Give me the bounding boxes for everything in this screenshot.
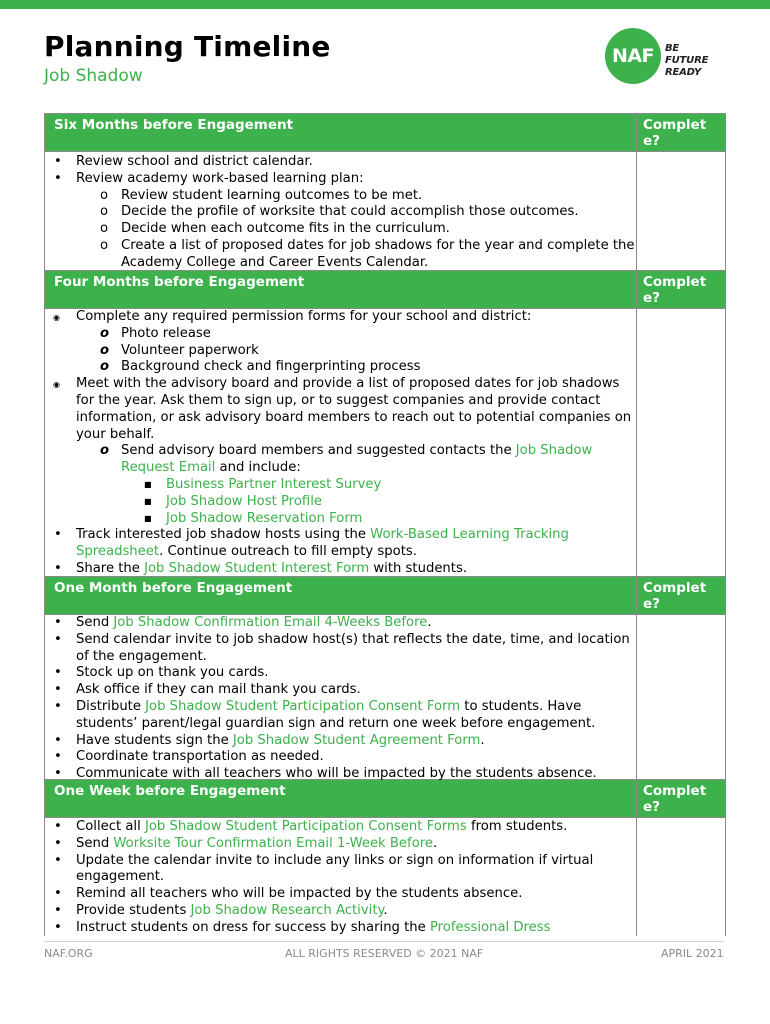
list-item: o Send advisory board members and suggested contacts the Job Shadow Request Email and include: — [45, 443, 636, 477]
list-item: • Review academy work-based learning plan: — [45, 171, 636, 188]
list-item: • Communicate with all teachers who will be impacted by the students absence. — [45, 766, 636, 783]
student-agreement-form-link[interactable]: Job Shadow Student Agreement Form — [232, 732, 481, 748]
list-item: • Send Worksite Tour Confirmation Email 1-Week Before. — [45, 836, 636, 853]
section-header — [45, 271, 725, 309]
footer-divider — [44, 941, 724, 942]
section-body — [45, 152, 725, 271]
top-accent-bar — [0, 0, 770, 9]
naf-logo — [605, 27, 725, 85]
professional-dress-link[interactable]: Professional Dress — [429, 919, 551, 935]
list-item: o Create a list of proposed dates for job shadows for the year and complete the Academy College and Career Events Calendar. — [45, 238, 636, 272]
tracking-spreadsheet-link[interactable]: Work-Based Learning Tracking Spreadsheet — [76, 527, 569, 560]
list-item: • Review school and district calendar. — [45, 154, 636, 171]
list-item: • Stock up on thank you cards. — [45, 665, 636, 682]
section-header — [45, 780, 725, 818]
list-item: ◉ Complete any required permission forms for your school and district: — [45, 309, 636, 326]
section-heading: One Week before Engagement — [45, 780, 637, 817]
confirmation-email-4-weeks-link[interactable]: Job Shadow Confirmation Email 4-Weeks Before — [113, 615, 428, 630]
list-item: • Instruct students on dress for success by sharing the Professional Dress — [45, 920, 636, 937]
list-item: o Review student learning outcomes to be met. — [45, 188, 636, 205]
section-header — [45, 114, 725, 152]
list-item: • Coordinate transportation as needed. — [45, 749, 636, 766]
complete-column-header: Complete? — [643, 783, 707, 815]
section-heading: Four Months before Engagement — [45, 271, 637, 308]
complete-column-header: Complete? — [643, 580, 707, 612]
job-shadow-host-profile-link[interactable]: Job Shadow Host Profile — [166, 493, 322, 509]
footer-site: NAF.ORG — [44, 947, 93, 960]
list-item: • Send Job Shadow Confirmation Email 4-Weeks Before. — [45, 615, 636, 632]
list-item: • Provide students Job Shadow Research Activity. — [45, 903, 636, 920]
page-subtitle: Job Shadow — [44, 66, 143, 86]
list-item: o Decide when each outcome fits in the curriculum. — [45, 221, 636, 238]
job-shadow-request-email-link[interactable]: Job Shadow Request Email — [121, 443, 593, 476]
list-item — [45, 477, 636, 494]
section-body — [45, 309, 725, 577]
list-item: • Share the Job Shadow Student Interest Form with students. — [45, 561, 636, 578]
list-item — [45, 511, 636, 528]
complete-cell[interactable] — [637, 309, 725, 576]
list-item: • Send calendar invite to job shadow host(s) that reflects the date, time, and location of the engagement. — [45, 632, 636, 666]
student-interest-form-link[interactable]: Job Shadow Student Interest Form — [144, 560, 370, 576]
section-header — [45, 577, 725, 615]
participation-consent-forms-link[interactable]: Job Shadow Student Participation Consent Forms — [144, 819, 467, 834]
complete-cell[interactable] — [637, 615, 725, 779]
list-item: o Volunteer paperwork — [45, 343, 636, 360]
footer-date: APRIL 2021 — [661, 947, 724, 960]
section-heading: One Month before Engagement — [45, 577, 637, 614]
section-body — [45, 615, 725, 780]
research-activity-link[interactable]: Job Shadow Research Activity — [190, 902, 384, 918]
list-item — [45, 494, 636, 511]
naf-logo-tagline: BE FUTURE READY — [665, 43, 709, 78]
naf-logo-mark: NAF — [605, 28, 661, 84]
business-partner-interest-survey-link[interactable]: Business Partner Interest Survey — [166, 476, 382, 492]
list-item: • Track interested job shadow hosts using the Work-Based Learning Tracking Spreadsheet. Continue outreach to fill empty spots. — [45, 527, 636, 561]
participation-consent-form-link[interactable]: Job Shadow Student Participation Consent Form — [145, 698, 461, 714]
list-item: • Ask office if they can mail thank you cards. — [45, 682, 636, 699]
list-item: • Update the calendar invite to include any links or sign on information if virtual engagement. — [45, 853, 636, 887]
list-item: o Decide the profile of worksite that could accomplish those outcomes. — [45, 204, 636, 221]
section-heading: Six Months before Engagement — [45, 114, 637, 151]
list-item: o Background check and fingerprinting process — [45, 359, 636, 376]
list-item: • Have students sign the Job Shadow Student Agreement Form. — [45, 733, 636, 750]
timeline-table — [44, 113, 726, 936]
complete-cell[interactable] — [637, 152, 725, 270]
list-item: ◉ Meet with the advisory board and provide a list of proposed dates for job shadows for the year. Ask them to sign up, or to suggest companies and provide contact information, or ask advisory board members to reach out to potential companies on your behalf. — [45, 376, 636, 443]
list-item: o Photo release — [45, 326, 636, 343]
worksite-tour-confirmation-email-link[interactable]: Worksite Tour Confirmation Email 1-Week Before — [113, 835, 434, 851]
job-shadow-reservation-form-link[interactable]: Job Shadow Reservation Form — [166, 510, 363, 526]
list-item: • Collect all Job Shadow Student Participation Consent Forms from students. — [45, 819, 636, 836]
section-body — [45, 818, 725, 936]
list-item: • Remind all teachers who will be impacted by the students absence. — [45, 886, 636, 903]
complete-column-header: Complete? — [643, 274, 707, 306]
page-title: Planning Timeline — [44, 30, 331, 63]
list-item: • Distribute Job Shadow Student Participation Consent Form to students. Have students’ parent/legal guardian sign and return one week before engagement. — [45, 699, 636, 733]
complete-cell[interactable] — [637, 818, 725, 936]
footer-copyright: ALL RIGHTS RESERVED © 2021 NAF — [285, 947, 484, 960]
complete-column-header: Complete? — [643, 117, 707, 149]
